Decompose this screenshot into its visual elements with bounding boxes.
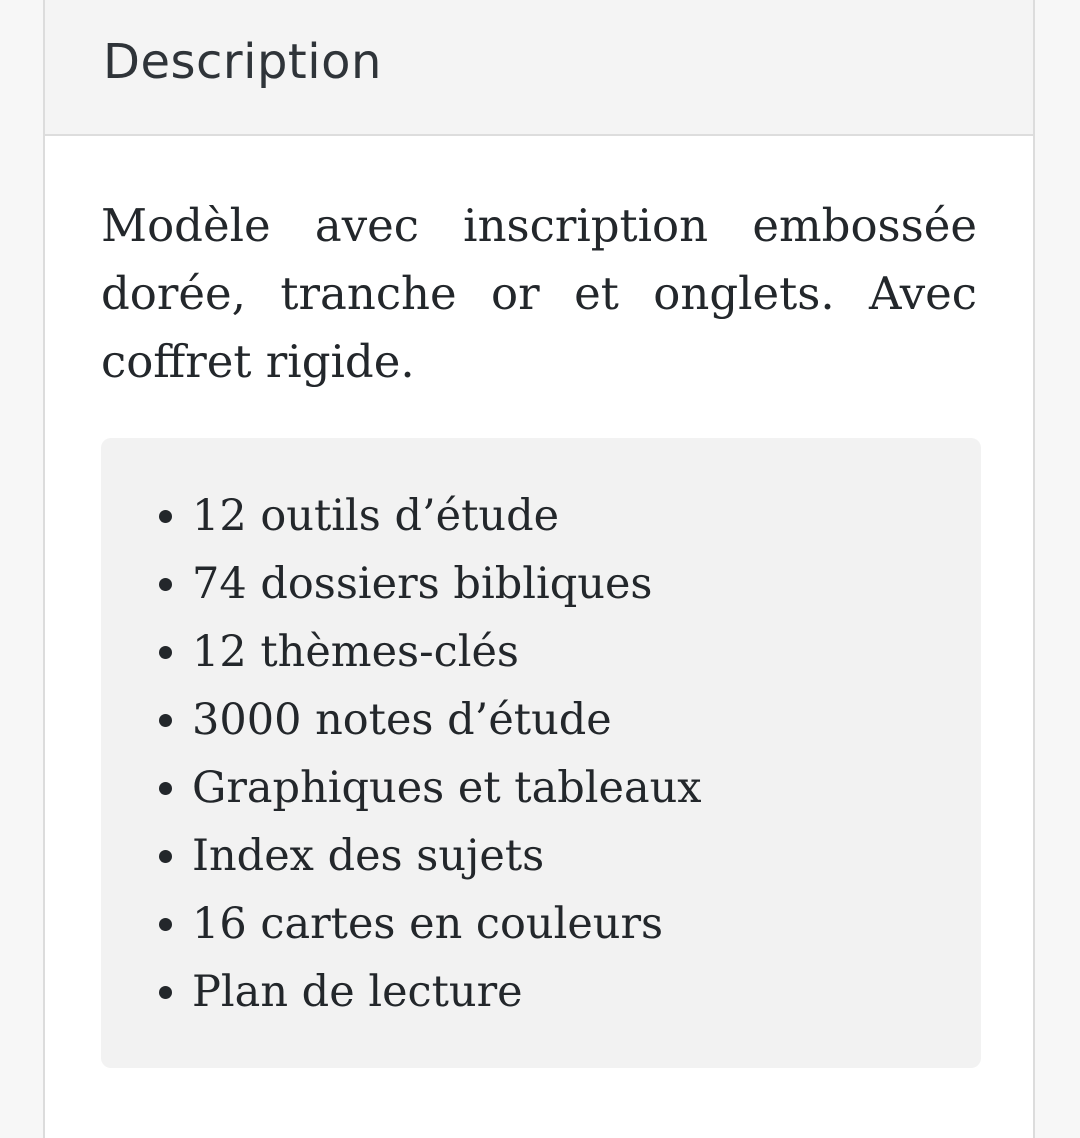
feature-item: • 16 cartes en couleurs [192, 890, 981, 958]
card-body [45, 136, 1033, 1068]
feature-item: • 3000 notes d’étude [192, 686, 981, 754]
features-box [101, 438, 981, 1068]
feature-item: • Plan de lecture [192, 958, 981, 1026]
feature-item: • 12 outils d’étude [192, 482, 981, 550]
card-header [45, 0, 1033, 136]
feature-item: • 74 dossiers bibliques [192, 550, 981, 618]
description-text: Modèle avec inscription embossée dorée, tranche or et onglets. Avec coffret rigide. [101, 199, 977, 388]
feature-item: • 12 thèmes-clés [192, 618, 981, 686]
section-title: Description [103, 34, 382, 90]
features-list [101, 482, 981, 1026]
description-card [43, 0, 1035, 1138]
feature-item: • Graphiques et tableaux [192, 754, 981, 822]
feature-item: • Index des sujets [192, 822, 981, 890]
